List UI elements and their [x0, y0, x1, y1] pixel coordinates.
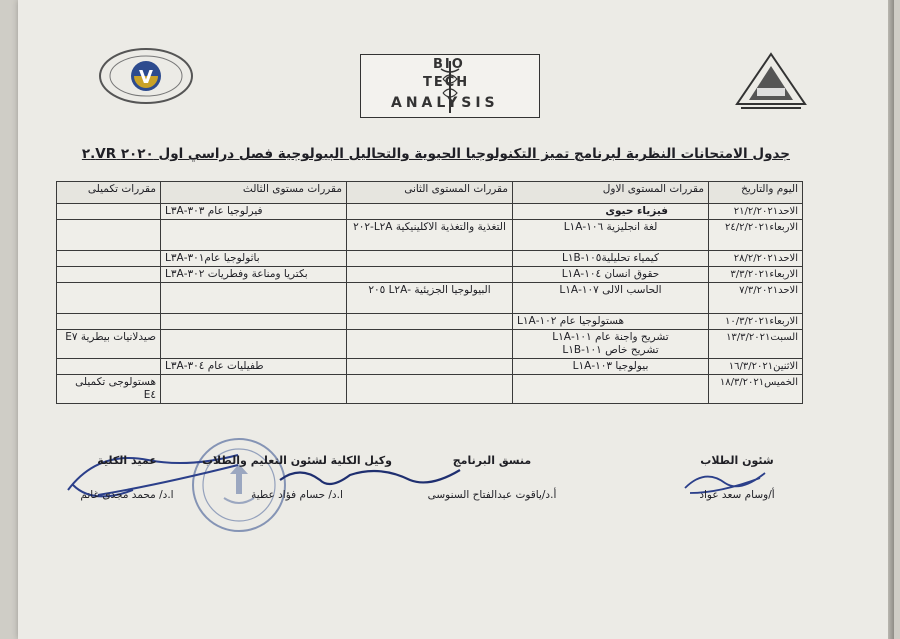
veterinary-logo — [96, 46, 196, 106]
level2-course — [347, 359, 513, 375]
complementary-course — [57, 220, 161, 251]
level3-course — [161, 283, 347, 314]
level2-course — [347, 267, 513, 283]
complementary-course — [57, 283, 161, 314]
row-date: الاربعاء٣/٣/٢٠٢١ — [709, 267, 803, 283]
signature-title: منسق البرنامج — [452, 454, 532, 467]
header-complementary: مقررات تكميلى — [57, 182, 161, 204]
header-date: اليوم والتاريخ — [709, 182, 803, 204]
complementary-course — [57, 204, 161, 220]
table-row — [57, 314, 803, 330]
table-header-row — [57, 182, 803, 204]
level2-course — [347, 330, 513, 359]
table-row — [57, 330, 803, 359]
biotech-logo — [360, 54, 540, 118]
level1-course: الحاسب الالى ١٠٧-L١A — [513, 283, 709, 314]
level1-course: لغة انجليزية ١٠٦-L١A — [513, 220, 709, 251]
signature-title: وكيل الكلية لشئون التعليم والطلاب — [202, 454, 392, 467]
table-row — [57, 204, 803, 220]
level3-course — [161, 314, 347, 330]
level1-course: تشريح واجنة عام ١٠١-L١A تشريح خاص ١٠١-L١B — [513, 330, 709, 359]
row-date: الاثنين١٦/٣/٢٠٢١ — [709, 359, 803, 375]
complementary-course — [57, 267, 161, 283]
level2-course: البيولوجيا الجزيئية -L٢A ٢٠٥ — [347, 283, 513, 314]
university-logo — [735, 52, 807, 110]
level1-course: هستولوجيا عام ١٠٢-L١A — [513, 314, 709, 330]
level2-course — [347, 204, 513, 220]
level3-course — [161, 330, 347, 359]
logo-text-bio: BIO — [433, 57, 465, 72]
row-date: الاحد٢٨/٢/٢٠٢١ — [709, 251, 803, 267]
exam-schedule-table — [56, 181, 803, 404]
table-row — [57, 267, 803, 283]
level3-course: طفيليات عام ٣٠٤-L٣A — [161, 359, 347, 375]
signature-student-affairs — [672, 454, 802, 501]
header-level3: مقررات مستوى الثالث — [161, 182, 347, 204]
row-date: الاربعاء١٠/٣/٢٠٢١ — [709, 314, 803, 330]
logo-text-tech: TECH — [423, 75, 470, 90]
signature-name: ا.د/ محمد مجدى غانم — [80, 489, 174, 501]
level1-course: بيولوجيا ١٠٣-L١A — [513, 359, 709, 375]
complementary-course — [57, 314, 161, 330]
signature-title: شئون الطلاب — [700, 454, 774, 467]
row-date: السبت١٣/٣/٢٠٢١ — [709, 330, 803, 359]
level2-course — [347, 251, 513, 267]
level2-course: التغذية والتغذية الاكلينيكية L٢A-٢٠٢ — [347, 220, 513, 251]
complementary-course — [57, 359, 161, 375]
level3-course: باثولوجيا عام٣٠١-L٣A — [161, 251, 347, 267]
level3-course: فيرلوجيا عام ٣٠٣-L٣A — [161, 204, 347, 220]
table-row — [57, 375, 803, 404]
table-row — [57, 359, 803, 375]
logo-text-analysis: ANALYSIS — [391, 95, 499, 111]
level3-course — [161, 220, 347, 251]
document-title: جدول الامتحانات النظرية لبرنامج تميز التكنولوجيا الحيوية والتحاليل البيولوجية فصل دراسي اول ٢٠٢٠ VR.٢ — [81, 146, 790, 162]
row-date: الاحد٢١/٢/٢٠٢١ — [709, 204, 803, 220]
level3-course: بكتريا ومناعة وفطريات ٣٠٢-L٣A — [161, 267, 347, 283]
header-level1: مقررات المستوى الاول — [513, 182, 709, 204]
table-row — [57, 251, 803, 267]
row-date: الاربعاء٢٤/٢/٢٠٢١ — [709, 220, 803, 251]
level1-course — [513, 375, 709, 404]
signature-name: أ/وسام سعد عواد — [699, 489, 775, 501]
logo-letter: V — [139, 67, 153, 88]
signature-name: ا.د/ حسام فؤاد عطية — [251, 489, 343, 501]
complementary-course: هستولوجى تكميلى E٤ — [57, 375, 161, 404]
table-row — [57, 220, 803, 251]
level3-course — [161, 375, 347, 404]
signature-block — [56, 454, 802, 524]
signature-dean — [62, 454, 192, 501]
signature-name: أ.د/ياقوت عبدالفتاح السنوسى — [427, 489, 557, 501]
signature-title: عميد الكلية — [97, 454, 157, 467]
signature-vice-dean — [197, 454, 397, 501]
row-date: الخميس١٨/٣/٢٠٢١ — [709, 375, 803, 404]
row-date: الاحد٧/٣/٢٠٢١ — [709, 283, 803, 314]
complementary-course — [57, 251, 161, 267]
level1-course: فيزياء حيوى — [513, 204, 709, 220]
level2-course — [347, 375, 513, 404]
header-level2: مقررات المستوى الثانى — [347, 182, 513, 204]
level1-course: حقوق انسان ١٠٤-L١A — [513, 267, 709, 283]
table-row — [57, 283, 803, 314]
complementary-course: صيدلانيات بيطرية E٧ — [57, 330, 161, 359]
level1-course: كيمياء تحليلية١٠٥-L١B — [513, 251, 709, 267]
level2-course — [347, 314, 513, 330]
signature-coordinator — [397, 454, 587, 501]
